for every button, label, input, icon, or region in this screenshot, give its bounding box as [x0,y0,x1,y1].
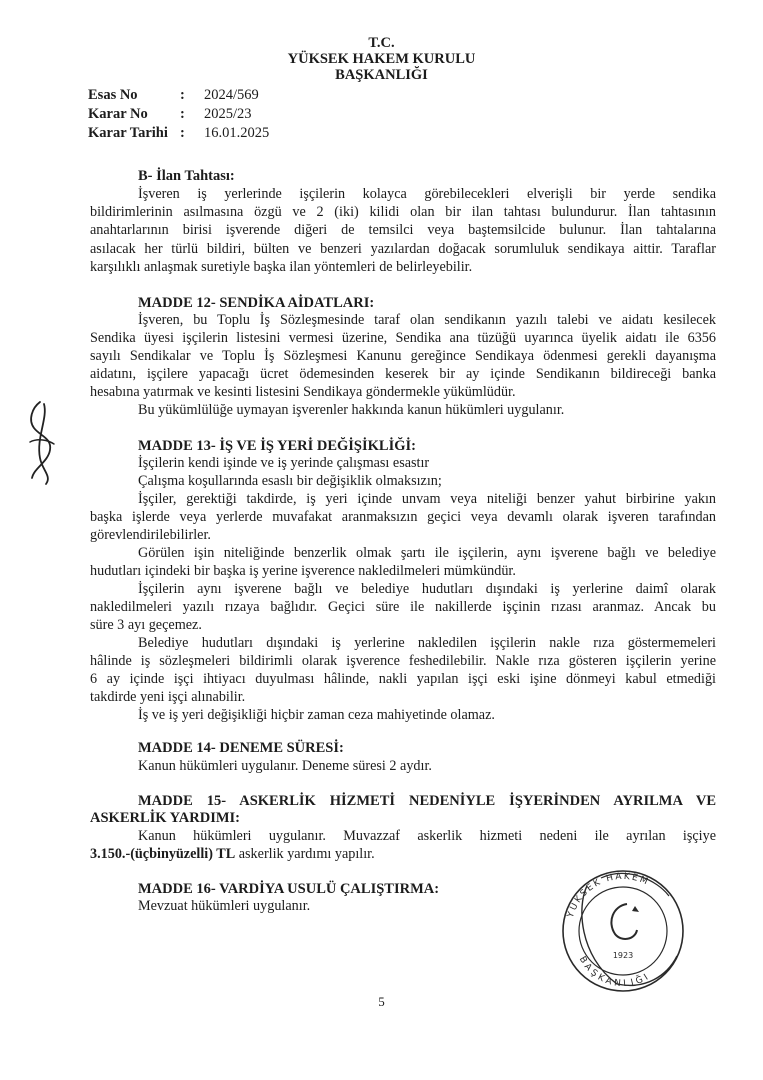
ilan-line: asılacak her türlü bildiri, bülten ve benzeri yazılardan doğacak sorumluluk sendikaya aittir. Taraflar [90,241,716,257]
seal-year: 1923 [612,951,634,960]
meta-value: 2024/569 [204,87,259,103]
madde15-title-cont: ASKERLİK YARDIMI: [90,810,240,826]
madde13-line: 6 ay içinde işçi ihtiyacı duyulması hâlinde, nakli yapılan işçi eski işine dönmeyi kabul etmediği [90,671,716,687]
madde15-line [90,845,716,863]
madde13-line: başka işlerde veya yerlerde muvafakat aranmaksızın geçici veya devamlı olarak işveren tarafından [90,509,716,525]
madde13-title: MADDE 13- İŞ VE İŞ YERİ DEĞİŞİKLİĞİ: [138,438,416,454]
madde13-line: takdirde yeni işçi alınabilir. [90,689,246,705]
madde13-line: Görülen işin niteliğinde benzerlik olmak şartı ile işçilerin, aynı işverene bağlı ve belediye [138,545,716,561]
header-institution: YÜKSEK HAKEM KURULU [287,51,476,67]
madde13-line: İş ve iş yeri değişikliği hiçbir zaman ceza mahiyetinde olamaz. [138,707,495,723]
case-meta [88,86,269,143]
madde15-line: Kanun hükümleri uygulanır. Muvazzaf askerlik hizmeti nedeni ile ayrılan işçiye [138,828,716,844]
official-seal [557,866,689,996]
meta-label: Karar Tarihi [88,125,168,141]
meta-row-tarih [88,124,269,143]
madde13-line: hudutları içindeki bir başka iş yerine işverence nakledilmeleri mümkündür. [90,563,516,579]
page-number: 5 [378,994,385,1009]
madde12-line: hesabına yatırmak ve kesinti listesini Sendikaya göndermekle yükümlüdür. [90,384,516,400]
aid-text: askerlik yardımı yapılır. [235,846,375,862]
madde12-title: MADDE 12- SENDİKA AİDATLARI: [138,295,375,311]
meta-row-karar [88,105,269,124]
meta-row-esas [88,86,269,105]
madde13-line: Çalışma koşullarında esaslı bir değişiklik olmaksızın; [138,473,442,489]
ilan-line: anahtarlarının birisi işverende diğeri de temsilci veya baştemsilcide bulunur. İlan tahtalarına [90,222,716,238]
madde13-line: nakledilmeleri yazılı rızaya bağlıdır. Geçici süre ile nakillerde işçinin rızası aranmaz. Ancak bu [90,599,716,615]
handwritten-signature [22,398,62,488]
header-tc: T.C. [368,35,395,51]
meta-sep: : [180,106,185,122]
section-ilan-title: B- İlan Tahtası: [138,168,235,184]
aid-amount: 3.150.-(üçbinyüzelli) TL [90,846,236,862]
madde16-line: Mevzuat hükümleri uygulanır. [138,898,311,914]
madde12-line: İşveren, bu Toplu İş Sözleşmesinde taraf olan sendikanın yazılı talebi ve aidatı kesilecek [138,312,716,328]
meta-label: Esas No [88,87,138,103]
madde13-line: görevlendirilebilirler. [90,527,211,543]
madde12-line: Bu yükümlülüğe uymayan işverenler hakkında kanun hükümleri uygulanır. [138,402,565,418]
madde13-line: İşçilerin aynı işverene bağlı ve belediye hudutları dışındaki iş yerlerine daimî olarak [138,581,716,597]
svg-text:YÜKSEK HAKEM [566,872,651,920]
madde15-title: MADDE 15- ASKERLİK HİZMETİ NEDENİYLE İŞYERİNDEN AYRILMA VE [138,793,716,809]
madde13-line: Belediye hudutları dışındaki iş yerlerine nakledilen işçilerin nakle rıza göstermemeleri [138,635,716,651]
seal-ring-bottom: BAŞKANLIĞI [576,954,653,990]
madde13-line: İşçiler, gerektiği takdirde, iş yeri içinde unvam veya niteliği benzer yahut birbirine yakın [138,491,716,507]
seal-ring-top: YÜKSEK HAKEM [565,871,651,920]
meta-label: Karar No [88,106,148,122]
madde12-line: Sendika üyesi işçilerin listesini vermesi üzerine, Sendika ana tüzüğü uyarınca üyelik aidatı ile 6356 [90,330,716,346]
header-department: BAŞKANLIĞI [335,67,428,83]
madde16-title: MADDE 16- VARDİYA USULÜ ÇALIŞTIRMA: [138,881,440,897]
madde14-line: Kanun hükümleri uygulanır. Deneme süresi 2 aydır. [138,758,432,774]
madde14-title: MADDE 14- DENEME SÜRESİ: [138,740,344,756]
meta-value: 2025/23 [204,106,252,122]
meta-sep: : [180,125,185,141]
madde12-line: sayılı Sendikalar ve Toplu İş Sözleşmesi Kanunu gereğince Sendikaya ödenmesi gerekli dayanışma [90,348,716,364]
madde13-line: İşçilerin kendi işinde ve iş yerinde çalışması esastır [138,455,430,471]
madde13-line: süre 3 ayı geçemez. [90,617,202,633]
ilan-line: İşveren iş yerlerinde işçilerin kolayca görebilecekleri elverişli bir yerde sendika [138,186,716,202]
madde13-line: hâlinde iş sözleşmeleri bildirimli olarak işverence feshedilebilir. Nakle rıza gösteren işçilerin yerine [90,653,716,669]
madde12-line: aidatını, işçilere yapacağı ücret ödemesinden keserek bir ay içinde Sendikanın bildireceği banka [90,366,716,382]
meta-sep: : [180,87,185,103]
ilan-line: karşılıklı anlaşmak suretiyle başka ilan yöntemleri de belirleyebilir. [90,259,473,275]
ilan-line: bildirimlerinin asılmasına özgü ve 2 (iki) kilidi olan bir ilan tahtası bulundurur. İlan tahtasının [90,204,716,220]
meta-value: 16.01.2025 [204,125,270,141]
